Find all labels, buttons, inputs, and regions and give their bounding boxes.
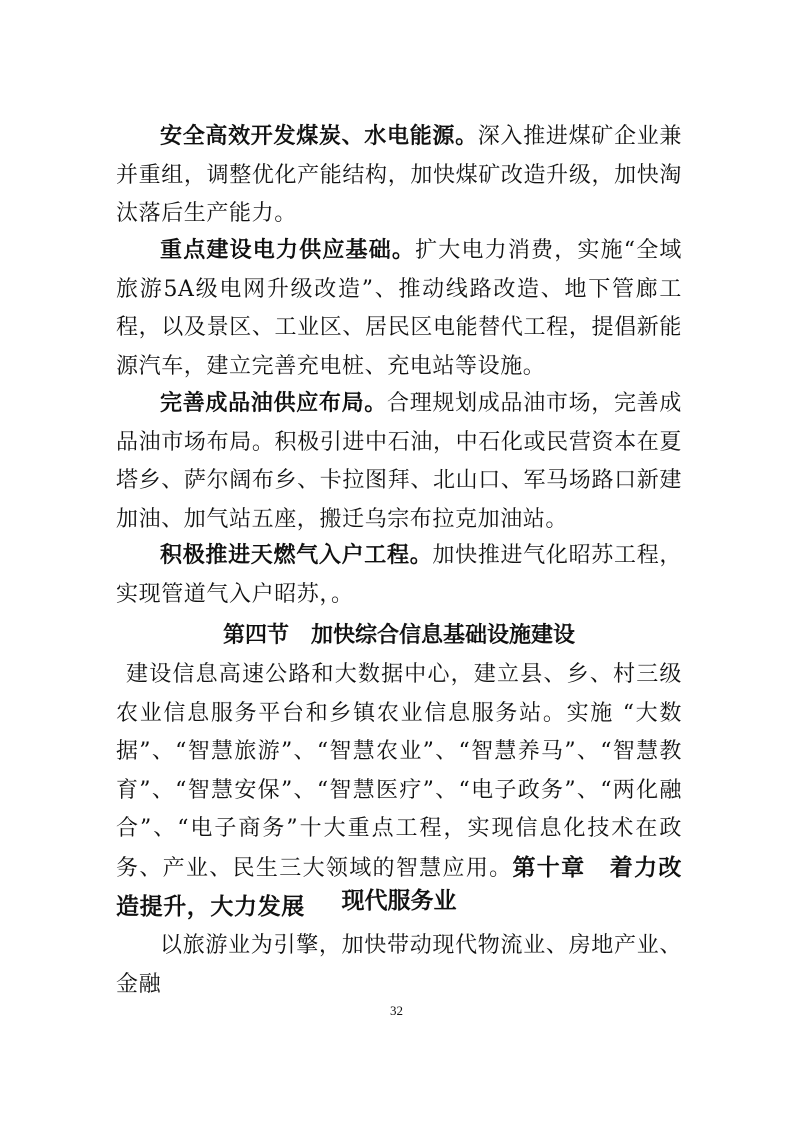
paragraph-body: 建设信息高速公路和大数据中心，建立县、乡、村三级农业信息服务平台和乡镇农业信息服务站。实施 “大数据”、“智慧旅游”、“智慧农业”、“智慧养马”、“智慧教育”、“智慧安保”、“智慧医疗”、“电子政务”、“两化融合”、“电子商务”十大重点工程，实现信息化技术在政务、产业、民生三大领域的智慧应用。 bbox=[116, 662, 682, 881]
paragraph-coal-hydro bbox=[116, 117, 682, 234]
paragraph-natural-gas bbox=[116, 536, 682, 614]
paragraph-lead: 完善成品油供应布局。 bbox=[160, 390, 387, 416]
paragraph-body: 深入推进煤矿企业兼并重组，调整优化产能结构，加快煤矿改造升级，加快淘汰落后生产能力。 bbox=[116, 124, 682, 226]
paragraph-body: 以旅游业为引擎，加快带动现代物流业、房地产业、金融 bbox=[116, 933, 682, 997]
paragraph-oil-layout bbox=[116, 384, 682, 539]
paragraph-lead: 安全高效开发煤炭、水电能源。 bbox=[160, 123, 478, 149]
paragraph-body: 扩大电力消费，实施“全域旅游5A级电网升级改造”、推动线路改造、地下管廊工程，以及景区、工业区、居民区电能替代工程，提倡新能源汽车，建立完善充电桩、充电站等设施。 bbox=[116, 238, 682, 379]
chapter-heading-continued: 现代服务业 bbox=[341, 888, 457, 914]
paragraph-body: 合理规划成品油市场，完善成品油市场布局。积极引进中石油，中石化或民营资本在夏塔乡、萨尔阔布乡、卡拉图拜、北山口、军马场路口新建加油、加气站五座，搬迁乌宗布拉克加油站。 bbox=[116, 391, 682, 532]
paragraph-body: 加快推进气化昭苏工程，实现管道气入户昭苏，。 bbox=[116, 543, 683, 607]
section-heading: 第四节 加快综合信息基础设施建设 bbox=[222, 623, 575, 648]
paragraph-lead: 重点建设电力供应基础。 bbox=[160, 237, 416, 263]
page-number: 32 bbox=[390, 1003, 403, 1018]
paragraph-power-supply bbox=[116, 231, 682, 386]
paragraph-tourism-engine bbox=[116, 927, 682, 1004]
chapter-heading: 第十章 着力改造提升，大力发展 bbox=[116, 854, 682, 920]
paragraph-lead: 积极推进天燃气入户工程。 bbox=[160, 542, 433, 568]
